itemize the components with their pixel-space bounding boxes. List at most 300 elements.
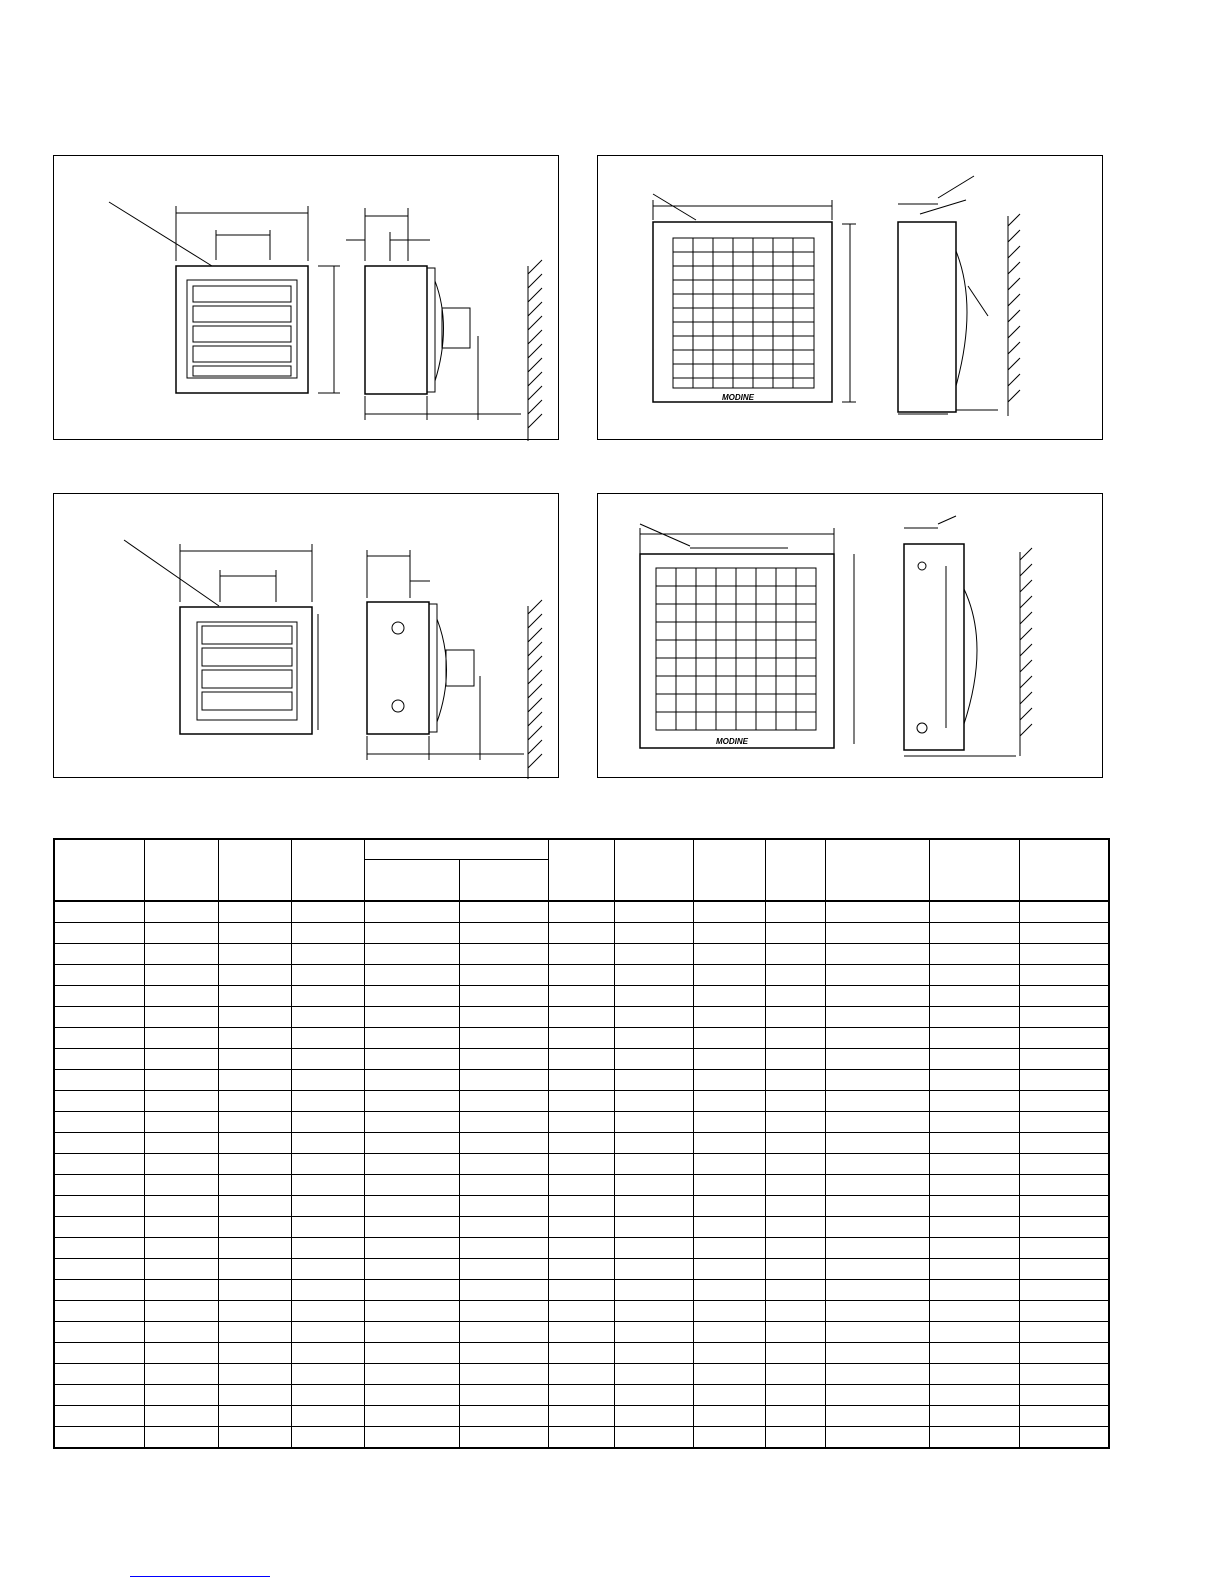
table-cell	[291, 1343, 364, 1364]
table-cell	[929, 1154, 1019, 1175]
table-cell	[291, 1028, 364, 1049]
table-cell	[1019, 1091, 1109, 1112]
table-row	[54, 1406, 1109, 1427]
table-cell	[1019, 1406, 1109, 1427]
table-cell	[144, 923, 218, 944]
table-cell	[364, 1070, 459, 1091]
table-cell	[693, 1343, 765, 1364]
table-cell	[548, 1112, 614, 1133]
table-cell	[929, 1007, 1019, 1028]
table-cell	[364, 1154, 459, 1175]
table-cell	[54, 1406, 144, 1427]
table-cell	[614, 1070, 693, 1091]
table-cell	[1019, 1112, 1109, 1133]
table-cell	[218, 1196, 291, 1217]
table-cell	[459, 1196, 548, 1217]
unit-dimension-drawing	[54, 156, 560, 441]
table-cell	[459, 1175, 548, 1196]
table-cell	[693, 1112, 765, 1133]
table-cell	[548, 1154, 614, 1175]
table-cell	[929, 944, 1019, 965]
table-cell	[1019, 1343, 1109, 1364]
table-cell	[548, 1091, 614, 1112]
table-cell	[291, 1070, 364, 1091]
table-cell	[54, 1070, 144, 1091]
table-cell	[614, 1280, 693, 1301]
table-cell	[291, 1112, 364, 1133]
table-cell	[1019, 1028, 1109, 1049]
table-cell	[825, 1280, 929, 1301]
table-cell	[364, 1385, 459, 1406]
table-cell	[364, 1112, 459, 1133]
table-row	[54, 1364, 1109, 1385]
table-cell	[929, 901, 1019, 923]
table-cell	[929, 1049, 1019, 1070]
drawing-panel-bottom-right	[597, 493, 1103, 778]
table-cell	[929, 1259, 1019, 1280]
table-row	[54, 923, 1109, 944]
table-cell	[693, 1028, 765, 1049]
table-cell	[825, 965, 929, 986]
dimension-spec-table	[53, 838, 1110, 1449]
table-cell	[144, 1322, 218, 1343]
table-cell	[929, 1028, 1019, 1049]
table-cell	[548, 1427, 614, 1449]
table-cell	[291, 986, 364, 1007]
table-body	[54, 901, 1109, 1448]
table-cell	[548, 1238, 614, 1259]
table-cell	[1019, 1217, 1109, 1238]
table-cell	[929, 1301, 1019, 1322]
table-cell	[1019, 965, 1109, 986]
table-cell	[144, 1091, 218, 1112]
table-cell	[218, 901, 291, 923]
table-cell	[765, 1007, 825, 1028]
table-cell	[825, 1238, 929, 1259]
table-cell	[291, 1427, 364, 1449]
table-cell	[1019, 1280, 1109, 1301]
table-cell	[548, 1259, 614, 1280]
table-cell	[693, 1091, 765, 1112]
table-cell	[459, 1154, 548, 1175]
table-cell	[364, 1301, 459, 1322]
table-cell	[54, 1007, 144, 1028]
table-cell	[1019, 1259, 1109, 1280]
table-cell	[765, 986, 825, 1007]
table-cell	[54, 1259, 144, 1280]
table-cell	[459, 1133, 548, 1154]
table-cell	[693, 1427, 765, 1449]
table-cell	[144, 1364, 218, 1385]
table-cell	[54, 1238, 144, 1259]
table-cell	[825, 1364, 929, 1385]
table-cell	[693, 965, 765, 986]
table-cell	[144, 1175, 218, 1196]
table-cell	[291, 923, 364, 944]
table-cell	[291, 1406, 364, 1427]
table-cell	[1019, 1175, 1109, 1196]
table-cell	[929, 1406, 1019, 1427]
table-cell	[825, 1007, 929, 1028]
table-cell	[614, 1217, 693, 1238]
table-cell	[765, 1217, 825, 1238]
table-cell	[1019, 1427, 1109, 1449]
table-cell	[54, 965, 144, 986]
table-cell	[218, 1049, 291, 1070]
table-cell	[459, 901, 548, 923]
table-cell	[825, 1406, 929, 1427]
table-cell	[929, 1343, 1019, 1364]
table-header-cell	[548, 839, 614, 901]
table-cell	[548, 944, 614, 965]
table-cell	[1019, 1070, 1109, 1091]
table-cell	[364, 1343, 459, 1364]
table-cell	[765, 944, 825, 965]
table-row	[54, 1343, 1109, 1364]
table-cell	[218, 1427, 291, 1449]
table-cell	[218, 1406, 291, 1427]
table-cell	[364, 944, 459, 965]
table-cell	[218, 1154, 291, 1175]
table-cell	[765, 1091, 825, 1112]
table-cell	[614, 1238, 693, 1259]
table-cell	[54, 901, 144, 923]
table-cell	[614, 1322, 693, 1343]
table-row	[54, 1217, 1109, 1238]
table-cell	[291, 1364, 364, 1385]
table-cell	[218, 986, 291, 1007]
table-cell	[54, 1427, 144, 1449]
table-cell	[291, 1259, 364, 1280]
table-cell	[291, 1133, 364, 1154]
table-cell	[459, 1091, 548, 1112]
table-cell	[54, 923, 144, 944]
table-cell	[825, 1217, 929, 1238]
table-cell	[364, 901, 459, 923]
table-cell	[218, 1028, 291, 1049]
table-cell	[825, 1427, 929, 1449]
table-cell	[929, 1280, 1019, 1301]
table-cell	[693, 1007, 765, 1028]
table-cell	[364, 1406, 459, 1427]
table-cell	[614, 1028, 693, 1049]
table-cell	[364, 1007, 459, 1028]
table-cell	[54, 1091, 144, 1112]
modine-logo: MODINE	[716, 737, 748, 746]
table-cell	[459, 1322, 548, 1343]
table-cell	[364, 1280, 459, 1301]
table-cell	[1019, 923, 1109, 944]
table-cell	[929, 1175, 1019, 1196]
table-cell	[364, 1322, 459, 1343]
table-cell	[144, 1259, 218, 1280]
table-cell	[459, 1364, 548, 1385]
table-cell	[459, 1385, 548, 1406]
table-cell	[548, 901, 614, 923]
table-cell	[614, 901, 693, 923]
table-cell	[693, 1238, 765, 1259]
table-cell	[218, 1238, 291, 1259]
table-cell	[1019, 1154, 1109, 1175]
table-cell	[614, 1196, 693, 1217]
table-cell	[614, 944, 693, 965]
table-row	[54, 1175, 1109, 1196]
table-row	[54, 944, 1109, 965]
table-cell	[548, 986, 614, 1007]
table-cell	[459, 1259, 548, 1280]
table-cell	[929, 1385, 1019, 1406]
table-cell	[929, 1364, 1019, 1385]
table-cell	[548, 1028, 614, 1049]
table-cell	[825, 901, 929, 923]
table-cell	[1019, 1196, 1109, 1217]
table-cell	[929, 1238, 1019, 1259]
table-cell	[825, 1196, 929, 1217]
table-cell	[548, 1133, 614, 1154]
table-cell	[364, 1364, 459, 1385]
table-cell	[765, 1322, 825, 1343]
table-cell	[144, 1343, 218, 1364]
table-cell	[54, 1028, 144, 1049]
table-cell	[548, 1343, 614, 1364]
table-row	[54, 1028, 1109, 1049]
table-cell	[614, 1406, 693, 1427]
table-cell	[459, 1217, 548, 1238]
table-cell	[218, 1364, 291, 1385]
table-cell	[1019, 944, 1109, 965]
table-cell	[614, 986, 693, 1007]
table-cell	[548, 1322, 614, 1343]
table-cell	[144, 1133, 218, 1154]
table-cell	[459, 1406, 548, 1427]
table-cell	[54, 1112, 144, 1133]
table-cell	[218, 1091, 291, 1112]
table-row	[54, 1112, 1109, 1133]
table-cell	[144, 1217, 218, 1238]
table-header-cell	[54, 839, 144, 901]
table-cell	[693, 1175, 765, 1196]
table-row	[54, 1280, 1109, 1301]
table-cell	[693, 1406, 765, 1427]
table-cell	[291, 1322, 364, 1343]
table-cell	[614, 1112, 693, 1133]
table-cell	[825, 1091, 929, 1112]
table-header-cell	[291, 839, 364, 901]
table-cell	[765, 1280, 825, 1301]
table-cell	[144, 1196, 218, 1217]
table-cell	[1019, 986, 1109, 1007]
table-cell	[693, 1217, 765, 1238]
table-header-cell	[614, 839, 693, 901]
table-cell	[54, 1217, 144, 1238]
table-cell	[765, 1343, 825, 1364]
table-header-cell	[144, 839, 218, 901]
table-cell	[291, 1196, 364, 1217]
table-cell	[693, 923, 765, 944]
table-cell	[364, 1427, 459, 1449]
table-cell	[825, 1070, 929, 1091]
table-cell	[548, 1196, 614, 1217]
table-header-group-cell	[364, 839, 548, 860]
table-cell	[825, 1112, 929, 1133]
modine-logo: MODINE	[722, 393, 754, 402]
table-cell	[1019, 1133, 1109, 1154]
footer-link-underline[interactable]	[130, 1576, 270, 1577]
table-row	[54, 1196, 1109, 1217]
table-cell	[548, 965, 614, 986]
table-header-cell	[825, 839, 929, 901]
table-cell	[218, 1175, 291, 1196]
table-cell	[54, 1301, 144, 1322]
table-cell	[364, 1259, 459, 1280]
table-row	[54, 1322, 1109, 1343]
table-cell	[765, 965, 825, 986]
table-cell	[765, 1133, 825, 1154]
table-cell	[693, 1133, 765, 1154]
table-cell	[825, 1385, 929, 1406]
table-cell	[54, 1385, 144, 1406]
table-cell	[54, 1175, 144, 1196]
table-cell	[144, 1280, 218, 1301]
table-cell	[825, 1028, 929, 1049]
table-cell	[459, 1112, 548, 1133]
table-cell	[929, 1091, 1019, 1112]
table-cell	[54, 986, 144, 1007]
table-cell	[765, 1028, 825, 1049]
table-cell	[929, 1322, 1019, 1343]
table-cell	[548, 1217, 614, 1238]
table-cell	[144, 1112, 218, 1133]
table-cell	[364, 1175, 459, 1196]
table-row	[54, 986, 1109, 1007]
table-cell	[459, 1343, 548, 1364]
table-cell	[1019, 1007, 1109, 1028]
table-cell	[693, 1154, 765, 1175]
table-cell	[548, 1007, 614, 1028]
table-cell	[54, 1196, 144, 1217]
table-row	[54, 1238, 1109, 1259]
table-cell	[144, 1070, 218, 1091]
table-cell	[614, 1154, 693, 1175]
table-cell	[144, 986, 218, 1007]
table-cell	[548, 923, 614, 944]
table-row	[54, 901, 1109, 923]
table-cell	[459, 1280, 548, 1301]
table-cell	[218, 1112, 291, 1133]
table-row	[54, 1070, 1109, 1091]
table-cell	[693, 1364, 765, 1385]
table-cell	[218, 965, 291, 986]
table-cell	[459, 1070, 548, 1091]
table-cell	[548, 1301, 614, 1322]
table-header-cell	[765, 839, 825, 901]
table-cell	[364, 1091, 459, 1112]
table-cell	[614, 1259, 693, 1280]
table-cell	[693, 1301, 765, 1322]
table-cell	[693, 986, 765, 1007]
table-cell	[693, 1070, 765, 1091]
table-cell	[291, 1175, 364, 1196]
table-cell	[765, 1406, 825, 1427]
table-cell	[929, 923, 1019, 944]
table-cell	[291, 1154, 364, 1175]
table-cell	[693, 1385, 765, 1406]
table-cell	[548, 1280, 614, 1301]
table-cell	[291, 1385, 364, 1406]
table-row	[54, 1301, 1109, 1322]
table-cell	[825, 1049, 929, 1070]
table-cell	[1019, 1049, 1109, 1070]
table-cell	[364, 1133, 459, 1154]
drawing-panel-top-left	[53, 155, 559, 440]
table-cell	[614, 1343, 693, 1364]
table-row	[54, 1049, 1109, 1070]
table-cell	[765, 1259, 825, 1280]
table-cell	[1019, 1322, 1109, 1343]
table-cell	[614, 1049, 693, 1070]
table-row	[54, 1154, 1109, 1175]
table-cell	[929, 1217, 1019, 1238]
unit-dimension-drawing	[54, 494, 560, 779]
table-cell	[459, 923, 548, 944]
table-cell	[218, 1007, 291, 1028]
table-cell	[364, 1028, 459, 1049]
table-cell	[614, 1133, 693, 1154]
table-cell	[291, 1301, 364, 1322]
table-cell	[291, 1007, 364, 1028]
table-cell	[291, 901, 364, 923]
table-cell	[364, 1217, 459, 1238]
table-cell	[614, 1091, 693, 1112]
table-cell	[765, 1301, 825, 1322]
table-cell	[218, 1301, 291, 1322]
table-cell	[929, 1070, 1019, 1091]
table-cell	[765, 1070, 825, 1091]
table-cell	[54, 1364, 144, 1385]
table-cell	[548, 1049, 614, 1070]
table-cell	[291, 1091, 364, 1112]
drawing-panel-bottom-left	[53, 493, 559, 778]
table-cell	[218, 1070, 291, 1091]
table-cell	[218, 1343, 291, 1364]
table-cell	[144, 944, 218, 965]
table-cell	[218, 923, 291, 944]
table-cell	[291, 1217, 364, 1238]
table-cell	[929, 1196, 1019, 1217]
table-cell	[825, 986, 929, 1007]
table-cell	[54, 1343, 144, 1364]
table-row	[54, 1007, 1109, 1028]
table-cell	[218, 1259, 291, 1280]
table-cell	[765, 1364, 825, 1385]
table-cell	[54, 1133, 144, 1154]
table-cell	[929, 1427, 1019, 1449]
table-cell	[459, 1028, 548, 1049]
table-cell	[693, 1322, 765, 1343]
table-cell	[291, 1049, 364, 1070]
table-cell	[54, 1280, 144, 1301]
table-cell	[144, 1427, 218, 1449]
table-cell	[614, 1385, 693, 1406]
table-cell	[825, 944, 929, 965]
table-cell	[765, 1385, 825, 1406]
table-cell	[929, 1112, 1019, 1133]
table-cell	[218, 1322, 291, 1343]
table-cell	[693, 944, 765, 965]
table-cell	[54, 1049, 144, 1070]
table-cell	[1019, 1238, 1109, 1259]
table-cell	[765, 923, 825, 944]
